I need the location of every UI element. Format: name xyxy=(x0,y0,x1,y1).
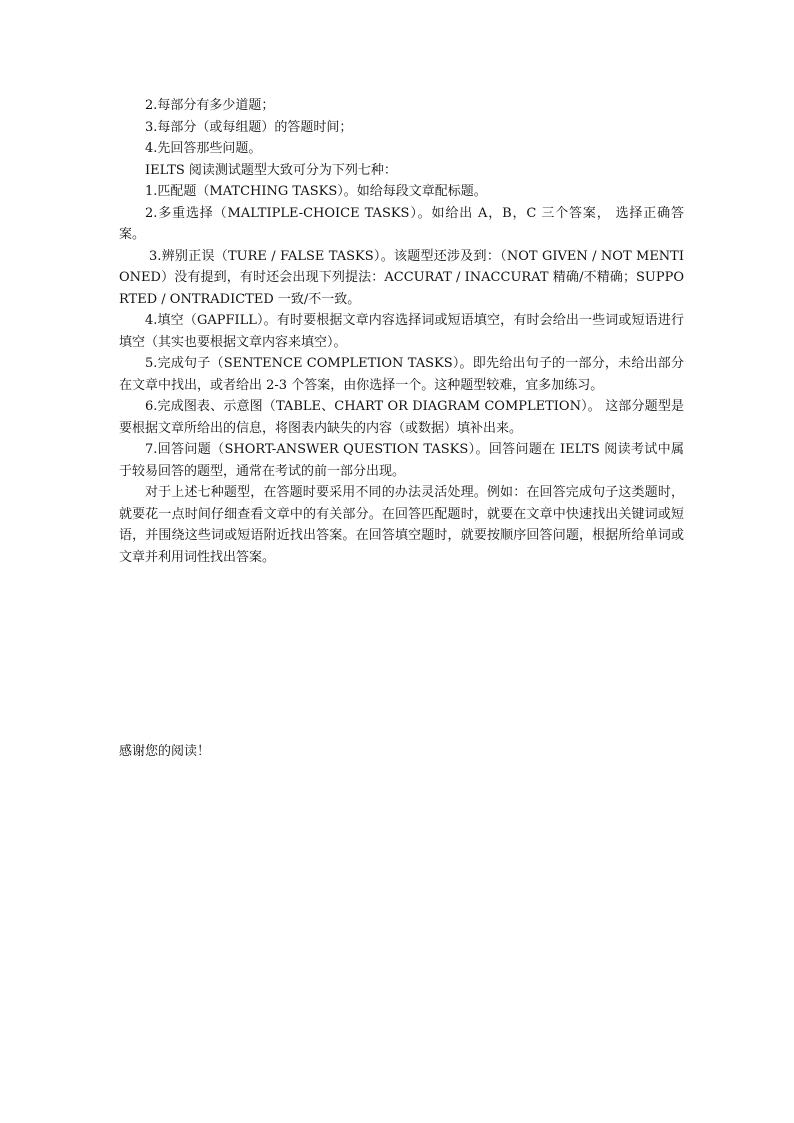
paragraph-intro: IELTS 阅读测试题型大致可分为下列七种： xyxy=(145,162,397,178)
paragraph-multiple-choice: 2.多重选择（MALTIPLE-CHOICE TASKS）。如给出 A，B，C 三个答案， 选择正确答案。 xyxy=(119,205,684,242)
paragraph-gapfill: 4.填空（GAPFILL）。有时要根据文章内容选择词或短语填空，有时会给出一些词或短语进行填空（其实也要根据文章内容来填空）。 xyxy=(119,313,684,350)
paragraph-item-2: 2.每部分有多少道题； xyxy=(145,98,275,113)
paragraph-diagram-completion: 6.完成图表、示意图（TABLE、CHART OR DIAGRAM COMPLETION）。 这部分题型是要根据文章所给出的信息，将图表内缺失的内容（或数据）填补出来。 xyxy=(119,399,684,436)
paragraph-matching: 1.匹配题（MATCHING TASKS）。如给每段文章配标题。 xyxy=(145,184,487,199)
paragraph-item-3: 3.每部分（或每组题）的答题时间； xyxy=(145,119,353,135)
paragraph-item-4: 4.先回答那些问题。 xyxy=(145,141,262,156)
paragraph-sentence-completion: 5.完成句子（SENTENCE COMPLETION TASKS）。即先给出句子的一部分，未给出部分在文章中找出，或者给出 2-3 个答案，由你选择一个。这种题型较难，宜多加练习。 xyxy=(119,356,684,393)
document-body xyxy=(119,95,684,568)
paragraph-strategy: 对于上述七种题型，在答题时要采用不同的办法灵活处理。例如：在回答完成句子这类题时，就要花一点时间仔细查看文章中的有关部分。在回答匹配题时，就要在文章中快速找出关键词或短语，并围绕这些词或短语附近找出答案。在回答填空题时，就要按顺序回答问题，根据所给单词或文章并利用词性找出答案。 xyxy=(119,485,684,565)
paragraph-short-answer: 7.回答问题（SHORT-ANSWER QUESTION TASKS）。回答问题在 IELTS 阅读考试中属于较易回答的题型，通常在考试的前一部分出现。 xyxy=(119,442,684,479)
closing-thanks: 感谢您的阅读！ xyxy=(119,744,211,759)
paragraph-true-false: 3.辨别正误（TURE / FALSE TASKS）。该题型还涉及到：（NOT GIVEN / NOT MENTIONED）没有提到，有时还会出现下列提法：ACCURAT / INACCURAT 精确/不精确；SUPPORTED / ONTRADICTED 一致/不一致。 xyxy=(119,248,684,307)
